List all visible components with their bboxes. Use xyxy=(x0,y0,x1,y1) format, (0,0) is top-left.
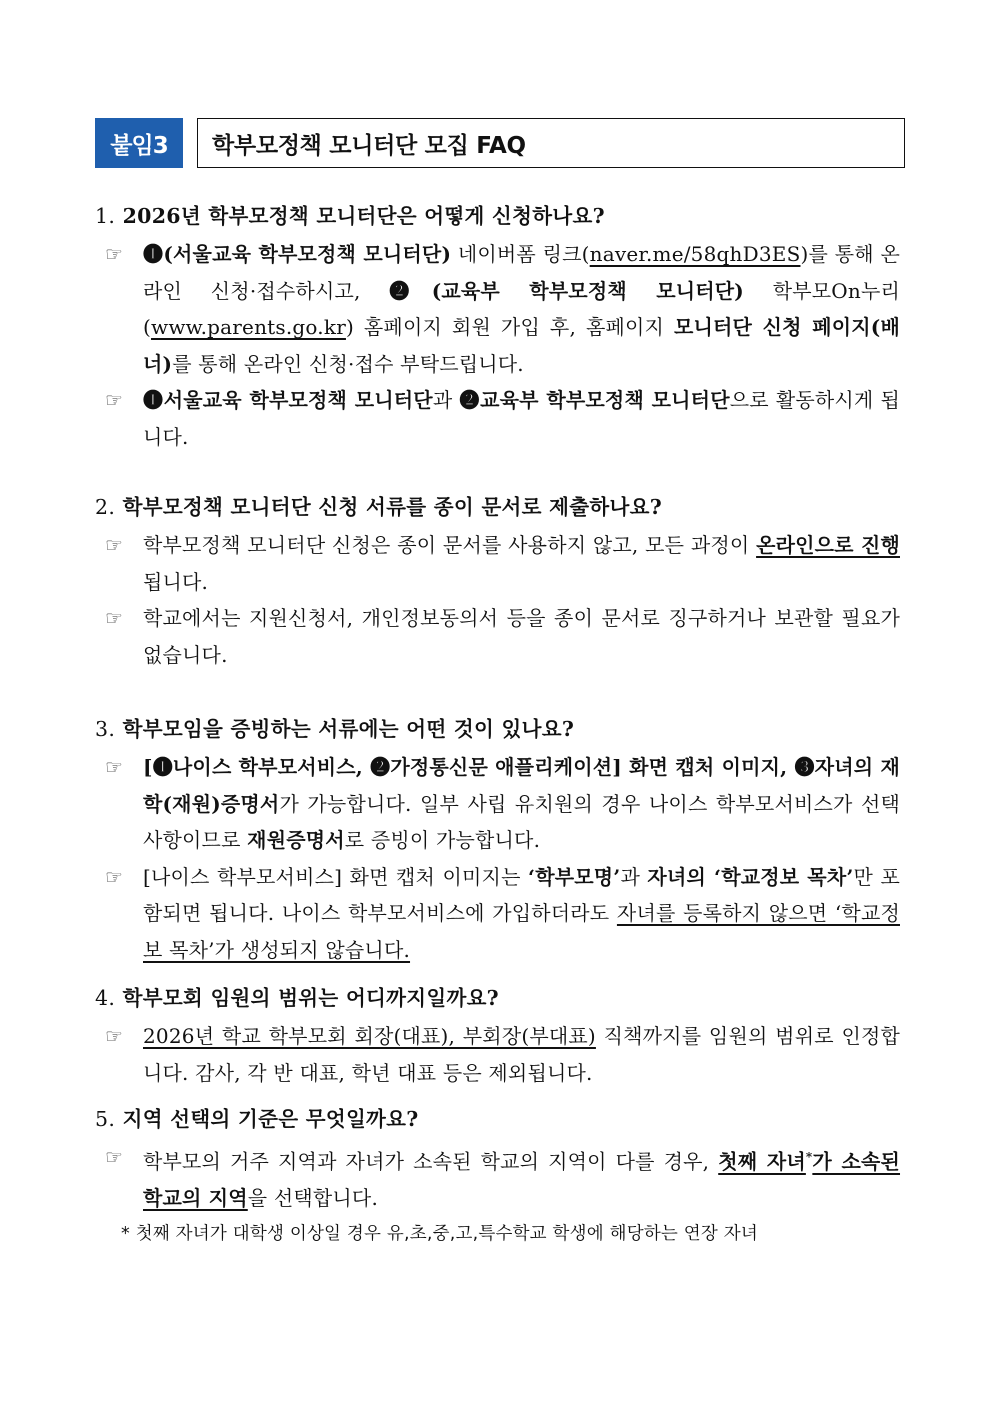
answer-bold: 교육부 학부모정책 모니터단 xyxy=(480,388,730,412)
circled-number-2: ❷ xyxy=(459,388,481,412)
answer-bold: 가 소속된 학교의 지역 xyxy=(143,1149,901,1211)
circled-number-1: ❶ xyxy=(143,388,164,412)
answer-text: 으로 활동하시게 됩니다. xyxy=(143,388,901,449)
faq-answer-2-1 xyxy=(95,527,900,600)
faq-answer-1-1 xyxy=(95,236,900,382)
answer-bold: 온라인으로 진행 xyxy=(756,533,900,557)
question-text: 학부모회 임원의 범위는 어디까지일까요? xyxy=(122,986,499,1010)
pointing-hand-icon: ☞ xyxy=(105,1024,124,1048)
answer-text: 학부모On누리( xyxy=(143,278,900,339)
faq-question-4 xyxy=(95,978,900,1018)
answer-bold: 자녀의 ‘학교정보 목차’ xyxy=(647,864,854,889)
answer-text: 학부모정책 모니터단 신청은 종이 문서를 사용하지 않고, 모든 과정이 xyxy=(143,533,757,557)
question-text: 2026년 학부모정책 모니터단은 어떻게 신청하나요? xyxy=(122,204,605,228)
question-number: 3. xyxy=(95,717,116,741)
answer-bold: 모니터단 신청 페이지(배너) xyxy=(143,315,900,376)
pointing-hand-icon: ☞ xyxy=(105,533,124,557)
question-text: 학부모정책 모니터단 신청 서류를 종이 문서로 제출하나요? xyxy=(122,495,663,519)
answer-bold: [❶나이스 학부모서비스, ❷가정통신문 애플리케이션] 화면 캡처 이미지, ❸자녀의 재학(재원)증명서 xyxy=(143,755,900,816)
question-number: 4. xyxy=(95,986,116,1010)
faq-answer-1-2 xyxy=(95,382,900,455)
question-number: 5. xyxy=(95,1107,116,1131)
answer-text: 만 포함되면 됩니다. 나이스 학부모서비스에 가입하더라도 xyxy=(143,864,900,925)
footnote: * 첫째 자녀가 대학생 이상일 경우 유,초,중,고,특수학교 학생에 해당하는 연장 자녀 xyxy=(121,1223,758,1244)
pointing-hand-icon: ☞ xyxy=(105,388,124,412)
pointing-hand-icon: ☞ xyxy=(105,1145,124,1169)
faq-question-1 xyxy=(95,196,900,236)
faq-content xyxy=(95,196,900,1251)
naver-form-link[interactable]: naver.me/58qhD3ES xyxy=(589,242,801,266)
pointing-hand-icon: ☞ xyxy=(105,242,124,266)
answer-text: )를 통해 온라인 신청·접수하시고, xyxy=(143,242,900,303)
faq-question-2 xyxy=(95,487,900,527)
answer-text: ) 홈페이지 회원 가입 후, 홈페이지 xyxy=(345,315,674,339)
answer-bold: ‘학부모명’ xyxy=(528,864,621,889)
answer-text: 직책까지를 임원의 범위로 인정합니다. 감사, 각 반 대표, 학년 대표 등은 제외됩니다. xyxy=(143,1024,901,1085)
answer-bold: 첫째 자녀 xyxy=(718,1149,806,1174)
answer-underlined: 2026년 학교 학부모회 회장(대표), 부회장(부대표) xyxy=(143,1024,596,1048)
answer-text: 네이버폼 링크( xyxy=(451,242,590,266)
answer-bold: (서울교육 학부모정책 모니터단) xyxy=(163,242,452,266)
answer-text: 가 가능합니다. 일부 사립 유치원의 경우 나이스 학부모서비스가 선택사항이므로 xyxy=(143,791,900,852)
question-text: 학부모임을 증빙하는 서류에는 어떤 것이 있나요? xyxy=(122,717,575,741)
answer-underlined: 자녀를 등록하지 않으면 ‘학교정보 목차’가 생성되지 않습니다. xyxy=(143,901,900,962)
circled-number-1: ❶ xyxy=(143,242,164,266)
question-text: 지역 선택의 기준은 무엇일까요? xyxy=(122,1107,419,1131)
question-number: 2. xyxy=(95,495,116,519)
page-title: 학부모정책 모니터단 모집 FAQ xyxy=(197,118,905,168)
faq-question-5 xyxy=(95,1099,900,1139)
answer-text: 됩니다. xyxy=(143,569,209,594)
answer-bold: 서울교육 학부모정책 모니터단 xyxy=(163,388,433,412)
answer-text: 학부모의 거주 지역과 자녀가 소속된 학교의 지역이 다를 경우, xyxy=(143,1149,719,1174)
parents-site-link[interactable]: www.parents.go.kr xyxy=(151,315,346,339)
faq-question-3 xyxy=(95,709,900,749)
pointing-hand-icon: ☞ xyxy=(105,864,124,889)
pointing-hand-icon: ☞ xyxy=(105,606,124,630)
attachment-badge: 붙임3 xyxy=(95,118,183,168)
answer-text: 과 xyxy=(620,864,648,889)
answer-text: 로 증빙이 가능합니다. xyxy=(344,828,541,852)
circled-number-2: ❷ xyxy=(389,278,432,303)
faq-answer-3-2 xyxy=(95,859,900,969)
page-header xyxy=(95,118,905,168)
answer-text: [나이스 학부모서비스] 화면 캡처 이미지는 xyxy=(143,864,529,889)
answer-text: 를 통해 온라인 신청·접수 부탁드립니다. xyxy=(172,351,524,376)
footnote-marker: * xyxy=(805,1150,813,1164)
answer-text: 을 선택합니다. xyxy=(247,1186,379,1211)
faq-answer-3-1 xyxy=(95,749,900,859)
answer-text: 학교에서는 지원신청서, 개인정보동의서 등을 종이 문서로 징구하거나 보관할 필요가 없습니다. xyxy=(143,606,900,667)
faq-answer-4-1 xyxy=(95,1018,900,1091)
pointing-hand-icon: ☞ xyxy=(105,755,124,779)
question-number: 1. xyxy=(95,204,116,228)
faq-answer-2-2 xyxy=(95,600,900,673)
faq-answer-5-1 xyxy=(95,1139,900,1217)
answer-bold: (교육부 학부모정책 모니터단) xyxy=(431,278,744,303)
answer-text: 과 xyxy=(432,388,460,412)
answer-bold: 재원증명서 xyxy=(247,828,345,852)
